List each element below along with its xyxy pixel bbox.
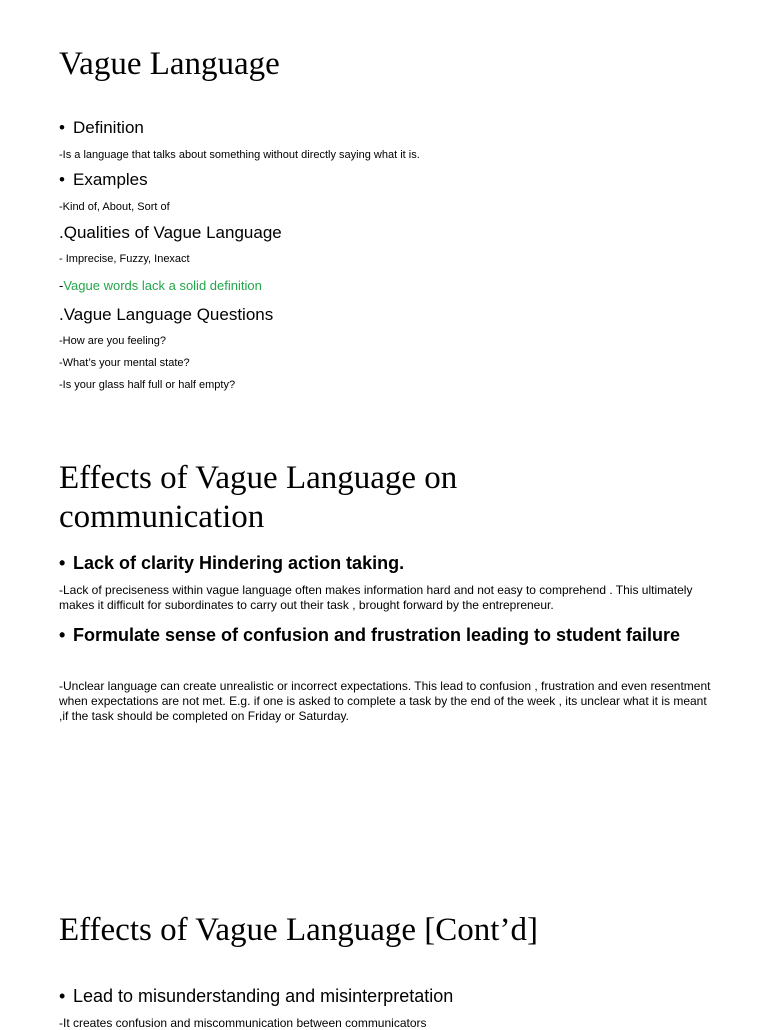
bullet-icon: •	[59, 986, 66, 1006]
confusion-text: -Unclear language can create unrealistic or incorrect expectations. This lead to confusion , frustration and even resentment when expectations are not met. E.g. if one is asked to complete a task by the end of the week , its unclear what it is meant ,if the task should be completed on Friday or Saturday.	[59, 679, 711, 723]
bullet-label: Definition	[73, 118, 144, 137]
qualities-heading: .Qualities of Vague Language	[59, 223, 282, 242]
questions-heading: .Vague Language Questions	[59, 305, 274, 324]
bullet-label: Lead to misunderstanding and misinterpretation	[73, 986, 454, 1006]
bullet-label: Lack of clarity Hindering action taking.	[73, 553, 405, 573]
qualities-note-highlight: Vague words lack a solid definition	[63, 278, 262, 293]
bullet-misunderstanding	[59, 984, 699, 1008]
title-line: communication	[59, 499, 265, 535]
bullet-icon: •	[59, 118, 65, 137]
definition-text: -Is a language that talks about something without directly saying what it is.	[59, 149, 420, 161]
qualities-text: - Imprecise, Fuzzy, Inexact	[59, 253, 190, 265]
question-item: -Is your glass half full or half empty?	[59, 379, 236, 391]
misunderstanding-text: -It creates confusion and miscommunication between communicators	[59, 1016, 427, 1030]
bullet-icon: •	[59, 553, 66, 573]
bullet-label: Formulate sense of confusion and frustration leading to student failure	[73, 625, 681, 645]
title-line: Effects of Vague Language on	[59, 460, 458, 496]
bullet-icon: •	[59, 170, 65, 189]
question-item: -How are you feeling?	[59, 335, 167, 347]
question-item: -What’s your mental state?	[59, 357, 190, 369]
examples-text: -Kind of, About, Sort of	[59, 201, 170, 213]
slide-title: Effects of Vague Language [Cont’d]	[59, 912, 538, 948]
slide-title: Vague Language	[59, 46, 280, 82]
bullet-icon: •	[59, 625, 66, 645]
bullet-label: Examples	[73, 170, 148, 189]
lack-of-clarity-text: -Lack of preciseness within vague language often makes information hard and not easy to comprehend . This ultimately makes it difficult for subordinates to carry out their task , brought forward by the entrepreneur.	[59, 583, 693, 612]
qualities-note-dash: -	[59, 278, 64, 293]
